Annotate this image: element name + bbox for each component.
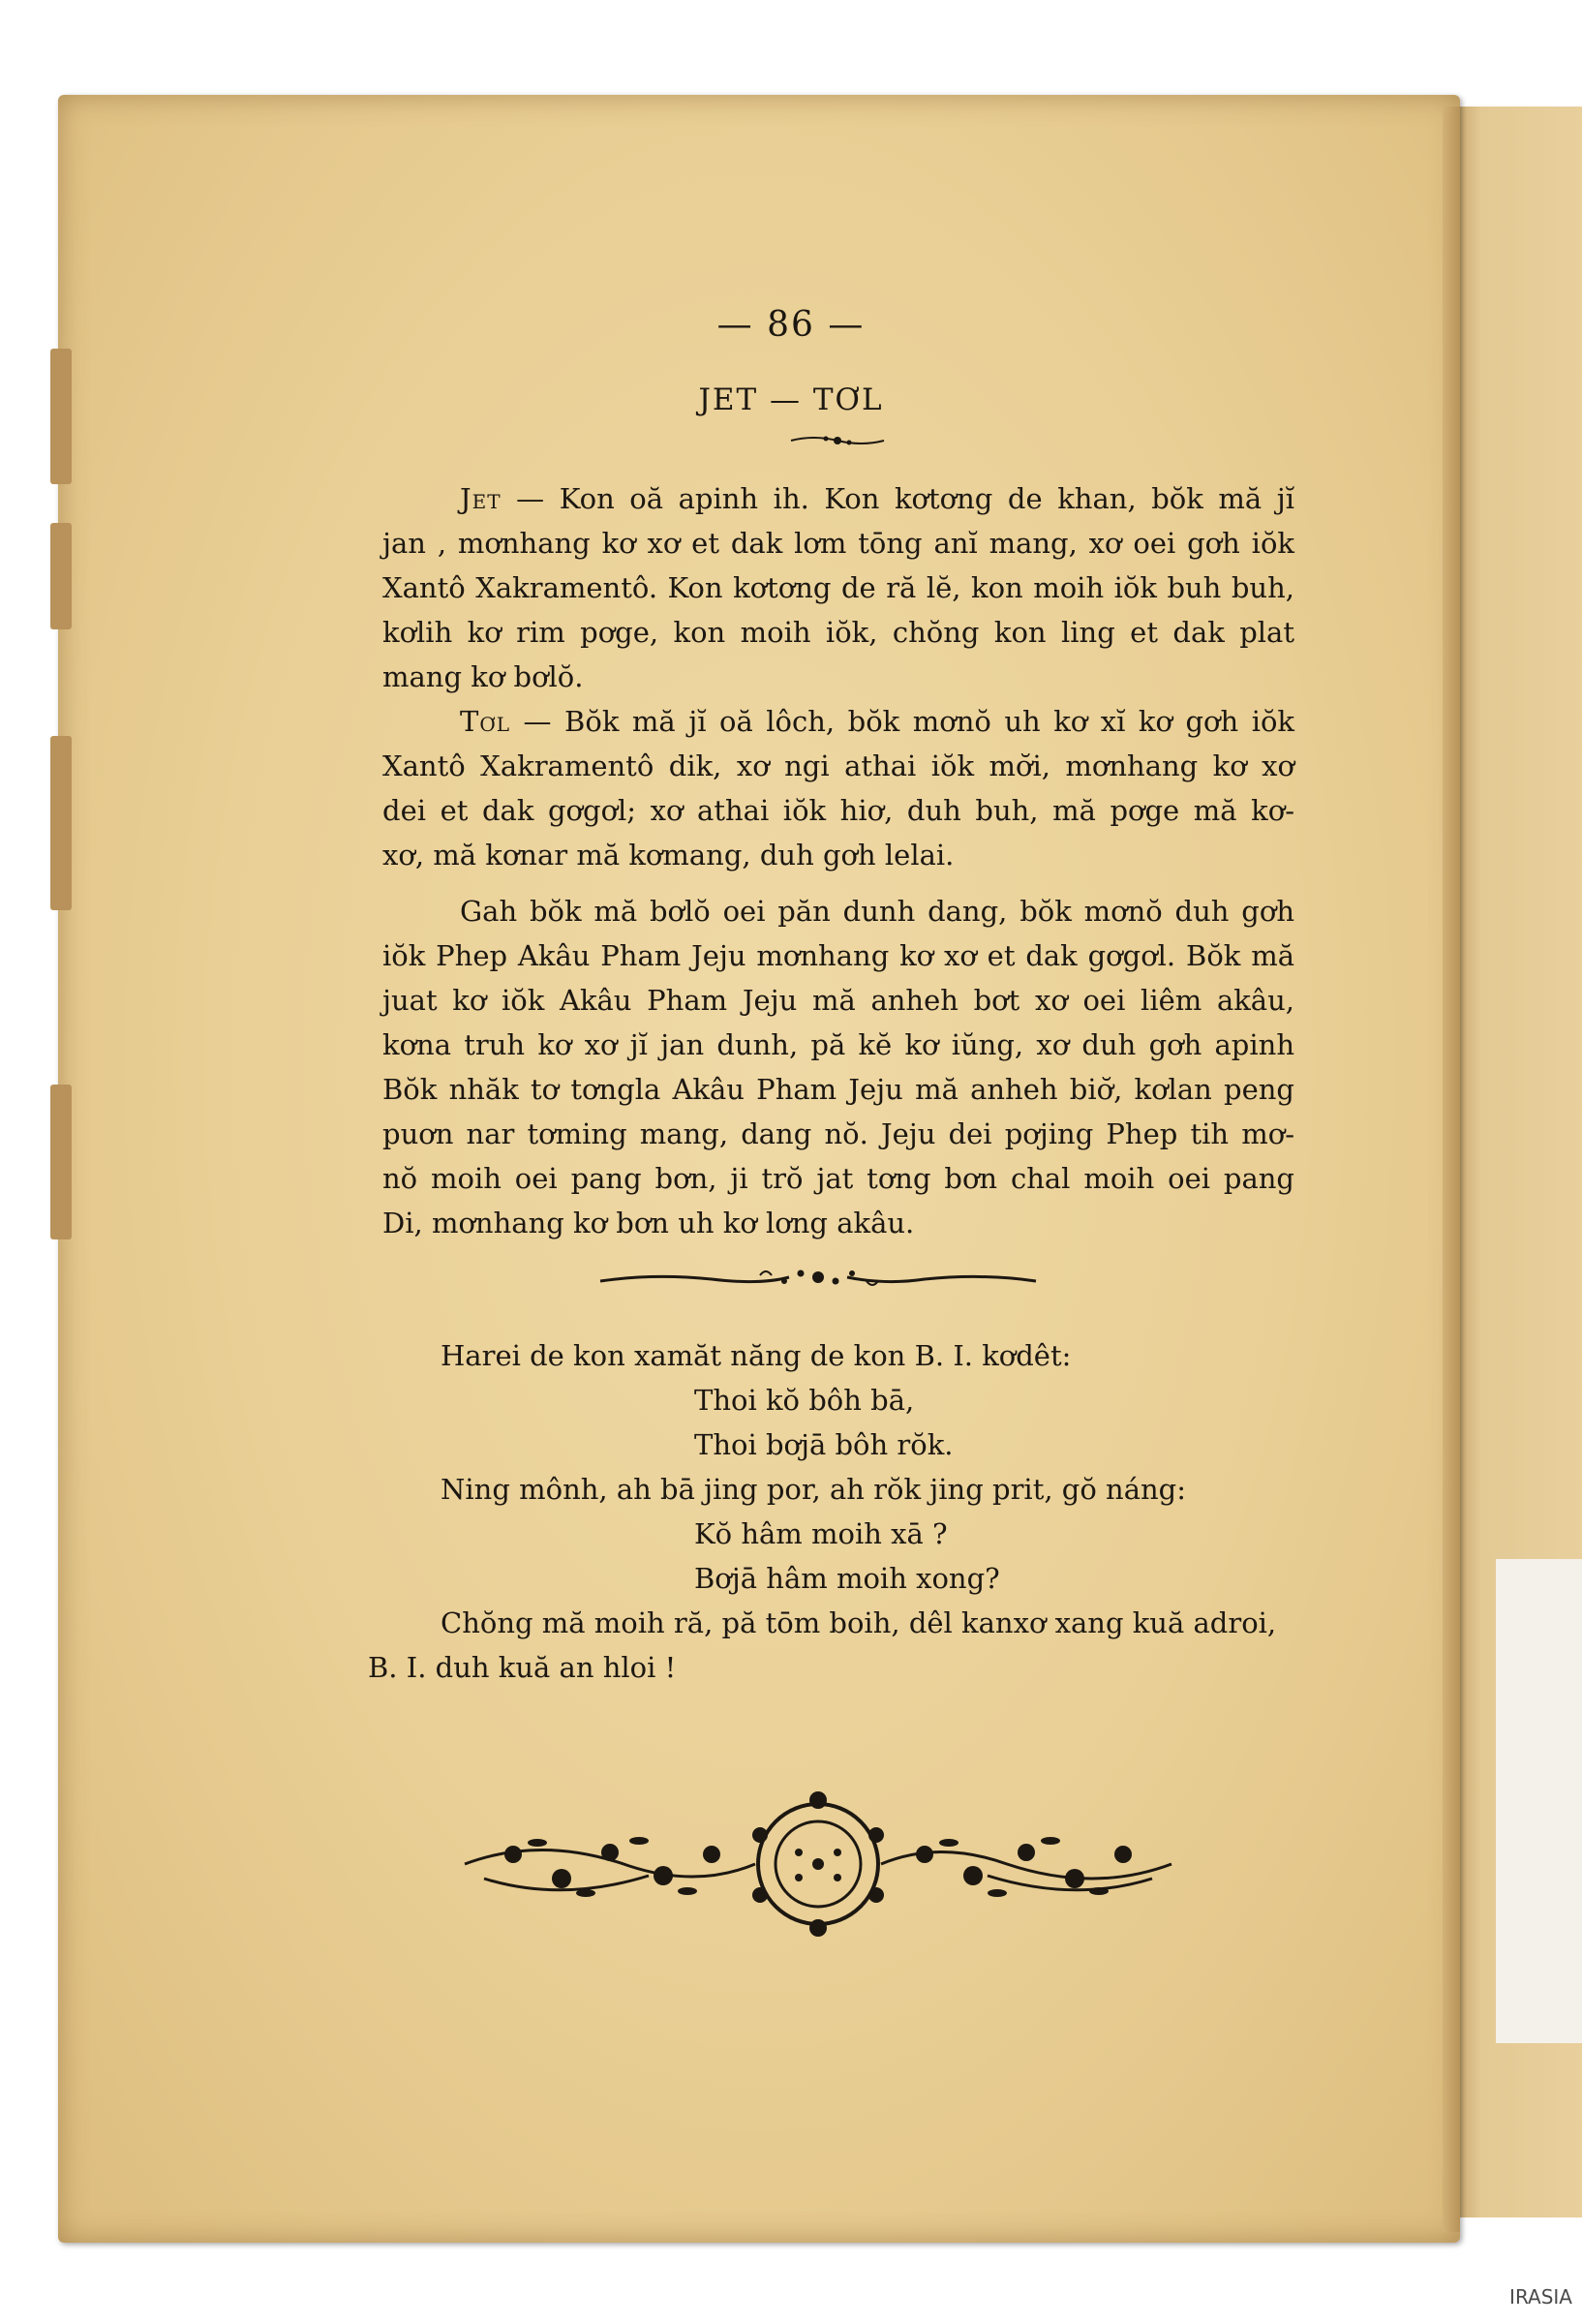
section-heading: JET — TƠL [698,382,884,417]
text-line: iŏk Phep Akâu Pham Jeju mơnhang kơ xơ et dak gơgơl. Bŏk mă [382,939,1294,972]
poem-verse: Thoi bơjā bôh rŏk. [694,1428,954,1461]
text-line: Bŏk nhăk tơ tơngla Akâu Pham Jeju mă anheh biơ̆, kơlan peng [382,1073,1294,1106]
text-line: Gah bŏk mă bơlŏ oei păn dunh dang, bŏk mơnŏ duh gơh [460,895,1294,928]
paragraph-gah [382,889,1294,1245]
torn-edge [50,1085,72,1239]
jet-label: Jet [460,482,502,515]
text-line: — Bŏk mă jĭ oă lôch, bŏk mơnŏ uh kơ xĭ kơ gơh iŏk [523,705,1294,738]
text-line: mang kơ bơlŏ. [382,660,584,693]
text-line: Xantô Xakramentô dik, xơ ngi athai iŏk mơ̆i, mơnhang kơ xơ [382,749,1294,782]
poem-line: Harei de kon xamăt năng de kon B. I. kơdêt: [441,1339,1072,1372]
poem-line: Chŏng mă moih ră, pă tōm boih, dêl kanxơ xang kuă adroi, [441,1606,1277,1639]
poem-line: Ning mônh, ah bā jing por, ah rŏk jing prit, gŏ náng: [441,1473,1187,1506]
text-line: nŏ moih oei pang bơn, ji trŏ jat tơng bơn chal moih oei pang [382,1162,1294,1195]
torn-edge [50,736,72,910]
torn-edge [50,523,72,629]
poem-verse: Thoi kŏ bôh bā, [694,1384,915,1417]
text-line: kơna truh kơ xơ jĭ jan dunh, pă kĕ kơ iŭng, xơ duh gơh apinh [382,1028,1294,1061]
heading-ornament-icon [789,431,886,450]
text-line: Di, mơnhang kơ bơn uh kơ lơng akâu. [382,1207,915,1239]
page-edge [1443,107,1460,2232]
text-line: Xantô Xakramentô. Kon kơtơng de ră lĕ, kon moih iŏk buh buh, [382,571,1294,604]
poem [368,1333,1312,1690]
poem-verse: Kŏ hâm moih xā ? [694,1517,948,1550]
paragraph-jet [382,476,1294,699]
poem-verse: Bơjā hâm moih xong? [694,1562,1000,1595]
tol-label: Tơl [460,705,511,738]
text-line: puơn nar tơming mang, dang nŏ. Jeju dei pơjing Phep tih mơ- [382,1117,1294,1150]
paragraph-tol [382,699,1294,877]
text-line: — Kon oă apinh ih. Kon kơtơng de khan, bŏk mă jĭ [516,482,1295,515]
text-line: xơ, mă kơnar mă kơmang, duh gơh lelai. [382,839,955,872]
page-number: — 86 — [716,305,866,345]
poem-line: B. I. duh kuă an hloi ! [368,1651,677,1684]
next-page-cut [1496,1559,1582,2043]
text-line: dei et dak gơgơl; xơ athai iŏk hiơ, duh buh, mă pơge mă kơ- [382,794,1294,827]
text-line: juat kơ iŏk Akâu Pham Jeju mă anheh bơt xơ oei liêm akâu, [382,984,1294,1017]
text-line: jan , mơnhang kơ xơ et dak lơm tōng anĭ mang, xơ oei gơh iŏk [382,527,1294,560]
floral-ornament-icon [455,1787,1181,1942]
vine-rule-icon [595,1264,1041,1293]
watermark: IRASIA [1509,2285,1572,2309]
text-line: kơlih kơ rim pơge, kon moih iŏk, chŏng kon ling et dak plat [382,616,1294,649]
